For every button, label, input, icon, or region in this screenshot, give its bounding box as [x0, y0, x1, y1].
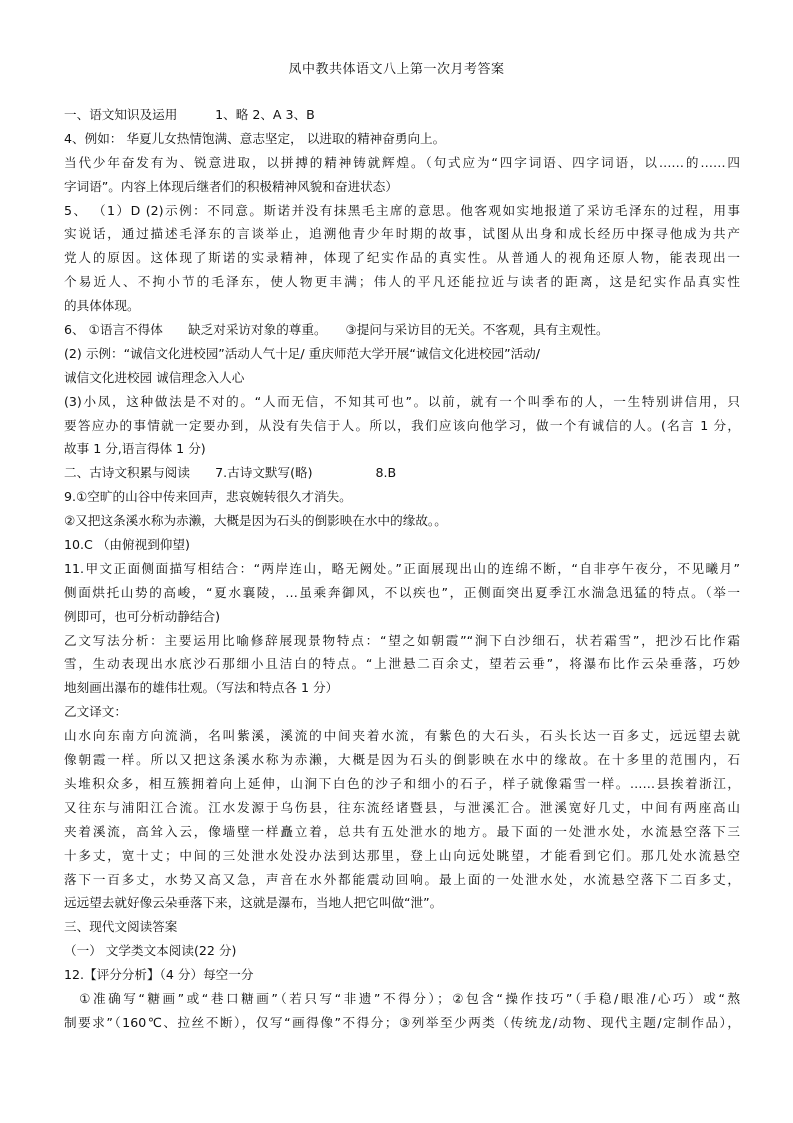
text-line: 4、例如： 华夏儿女热情饱满、意志坚定， 以进取的精神奋勇向上。	[64, 130, 446, 146]
text-line: (3)小凤，这种做法是不对的。“人而无信，不知其可也”。以前，就有一个叫季布的人，一生特别讲信用，只	[64, 393, 740, 409]
text-line: 三、现代文阅读答案	[64, 919, 178, 935]
text-line: (2) 示例：“诚信文化进校园”活动人气十足/ 重庆师范大学开展“诚信文化进校园”活动/	[64, 345, 541, 361]
answer-body	[64, 103, 740, 1035]
text-line: 9.①空旷的山谷中传来回声，悲哀婉转很久才消失。	[64, 489, 352, 505]
text-line: 乙文译文：	[64, 704, 127, 720]
text-line: 二、古诗文积累与阅读 7.古诗文默写(略) 8.B	[64, 465, 397, 481]
text-line: 头堆积众多，相互簇拥着向上延伸，山涧下白色的沙子和细小的石子，样子就像霜雪一样。……县挨着浙江，	[64, 775, 740, 791]
text-line: 山水向东南方向流淌，名叫紫溪，溪流的中间夹着水流，有紫色的大石头，石头长达一百多丈，远远望去就	[64, 728, 740, 744]
text-line: 字词语”。内容上体现后继者们的积极精神风貌和奋进状态）	[64, 178, 398, 194]
text-line: 6、 ①语言不得体 缺乏对采访对象的尊重。 ③提问与采访目的无关。不客观，具有主观性。	[64, 322, 609, 338]
text-line: 例即可，也可分析动静结合)	[64, 608, 221, 624]
text-line: 要答应办的事情就一定要办到，从没有失信于人。所以，我们应该向他学习，做一个有诚信的人。(名言 1 分，	[64, 417, 740, 433]
text-line: 落下一百多丈，水势又高又急，声音在水外都能震动回响。最上面的一处泄水处，水流悬空落下二百多丈，	[64, 871, 740, 887]
text-line: 十多丈，宽十丈；中间的三处泄水处没办法到达那里，登上山向远处眺望，才能看到它们。那几处水流悬空	[64, 847, 740, 863]
text-line: ②又把这条溪水称为赤濑，大概是因为石头的倒影映在水中的缘故。。	[64, 513, 447, 529]
text-line: 诚信文化进校园 诚信理念入人心	[64, 369, 245, 385]
text-line: 远远望去就好像云朵垂落下来，这就是瀑布，当地人把它叫做“泄”。	[64, 895, 443, 911]
text-line: 夹着溪流，高耸入云，像墙壁一样矗立着，总共有五处泄水的地方。最下面的一处泄水处，水流悬空落下三	[64, 823, 740, 839]
text-line: ①准确写“糖画”或“巷口糖画”（若只写“非遗”不得分）；②包含“操作技巧”（手稳/眼准/心巧）或“熬	[64, 990, 740, 1006]
text-line: 故事 1 分,语言得体 1 分)	[64, 441, 206, 457]
text-line: 12.【评分分析】（4 分）每空一分	[64, 967, 254, 983]
text-line: 制要求”（160℃、拉丝不断），仅写“画得像”不得分；③列举至少两类（传统龙/动物、现代主题/定制作品），	[64, 1014, 740, 1030]
text-line: （一） 文学类文本阅读(22 分)	[64, 943, 237, 959]
text-line: 又往东与浦阳江合流。江水发源于乌伤县，往东流经诸暨县，与泄溪汇合。泄溪宽好几丈，中间有两座高山	[64, 799, 740, 815]
text-line: 侧面烘托山势的高峻，“夏水襄陵，…虽乘奔御风，不以疾也”，正侧面突出夏季江水湍急迅猛的特点。（举一	[64, 584, 740, 600]
text-line: 地刻画出瀑布的雄伟壮观。（写法和特点各 1 分）	[64, 680, 339, 696]
text-line: 乙文写法分析：主要运用比喻修辞展现景物特点：“望之如朝霞”“涧下白沙细石，状若霜雪”，把沙石比作霜	[64, 632, 740, 648]
text-line: 个易近人、不拘小节的毛泽东，使人物更丰满；伟人的平凡还能拉近与读者的距离，这是纪实作品真实性	[64, 274, 740, 290]
text-line: 的具体体现。	[64, 298, 140, 314]
text-line: 当代少年奋发有为、锐意进取，以拼搏的精神铸就辉煌。（句式应为“四字词语、四字词语，以……的……四	[64, 154, 740, 170]
text-line: 雪，生动表现出水底沙石那细小且洁白的特点。“上泄悬二百余丈，望若云垂”，将瀑布比作云朵垂落，巧妙	[64, 656, 740, 672]
page-title: 凤中教共体语文八上第一次月考答案	[288, 62, 505, 77]
text-line: 实说话，通过描述毛泽东的言谈举止，追溯他青少年时期的故事，试图从出身和成长经历中探寻他成为共产	[64, 226, 740, 242]
text-line: 一、语文知识及运用 1、略 2、A 3、B	[64, 107, 315, 122]
text-line: 像朝霞一样。所以又把这条溪水称为赤濑，大概是因为石头的倒影映在水中的缘故。在十多里的范围内，石	[64, 752, 740, 768]
text-line: 党人的原因。这体现了斯诺的实录精神，体现了纪实作品的真实性。从普通人的视角还原人物，能表现出一	[64, 250, 740, 266]
text-line: 10.C （由俯视到仰望)	[64, 537, 190, 553]
text-line: 5、 （1）D (2)示例：不同意。斯诺并没有抹黑毛主席的意思。他客观如实地报道了采访毛泽东的过程，用事	[64, 202, 740, 218]
text-line: 11.甲文正面侧面描写相结合：“两岸连山，略无阙处。”正面展现出山的连绵不断，“自非亭午夜分，不见曦月”	[64, 560, 740, 576]
